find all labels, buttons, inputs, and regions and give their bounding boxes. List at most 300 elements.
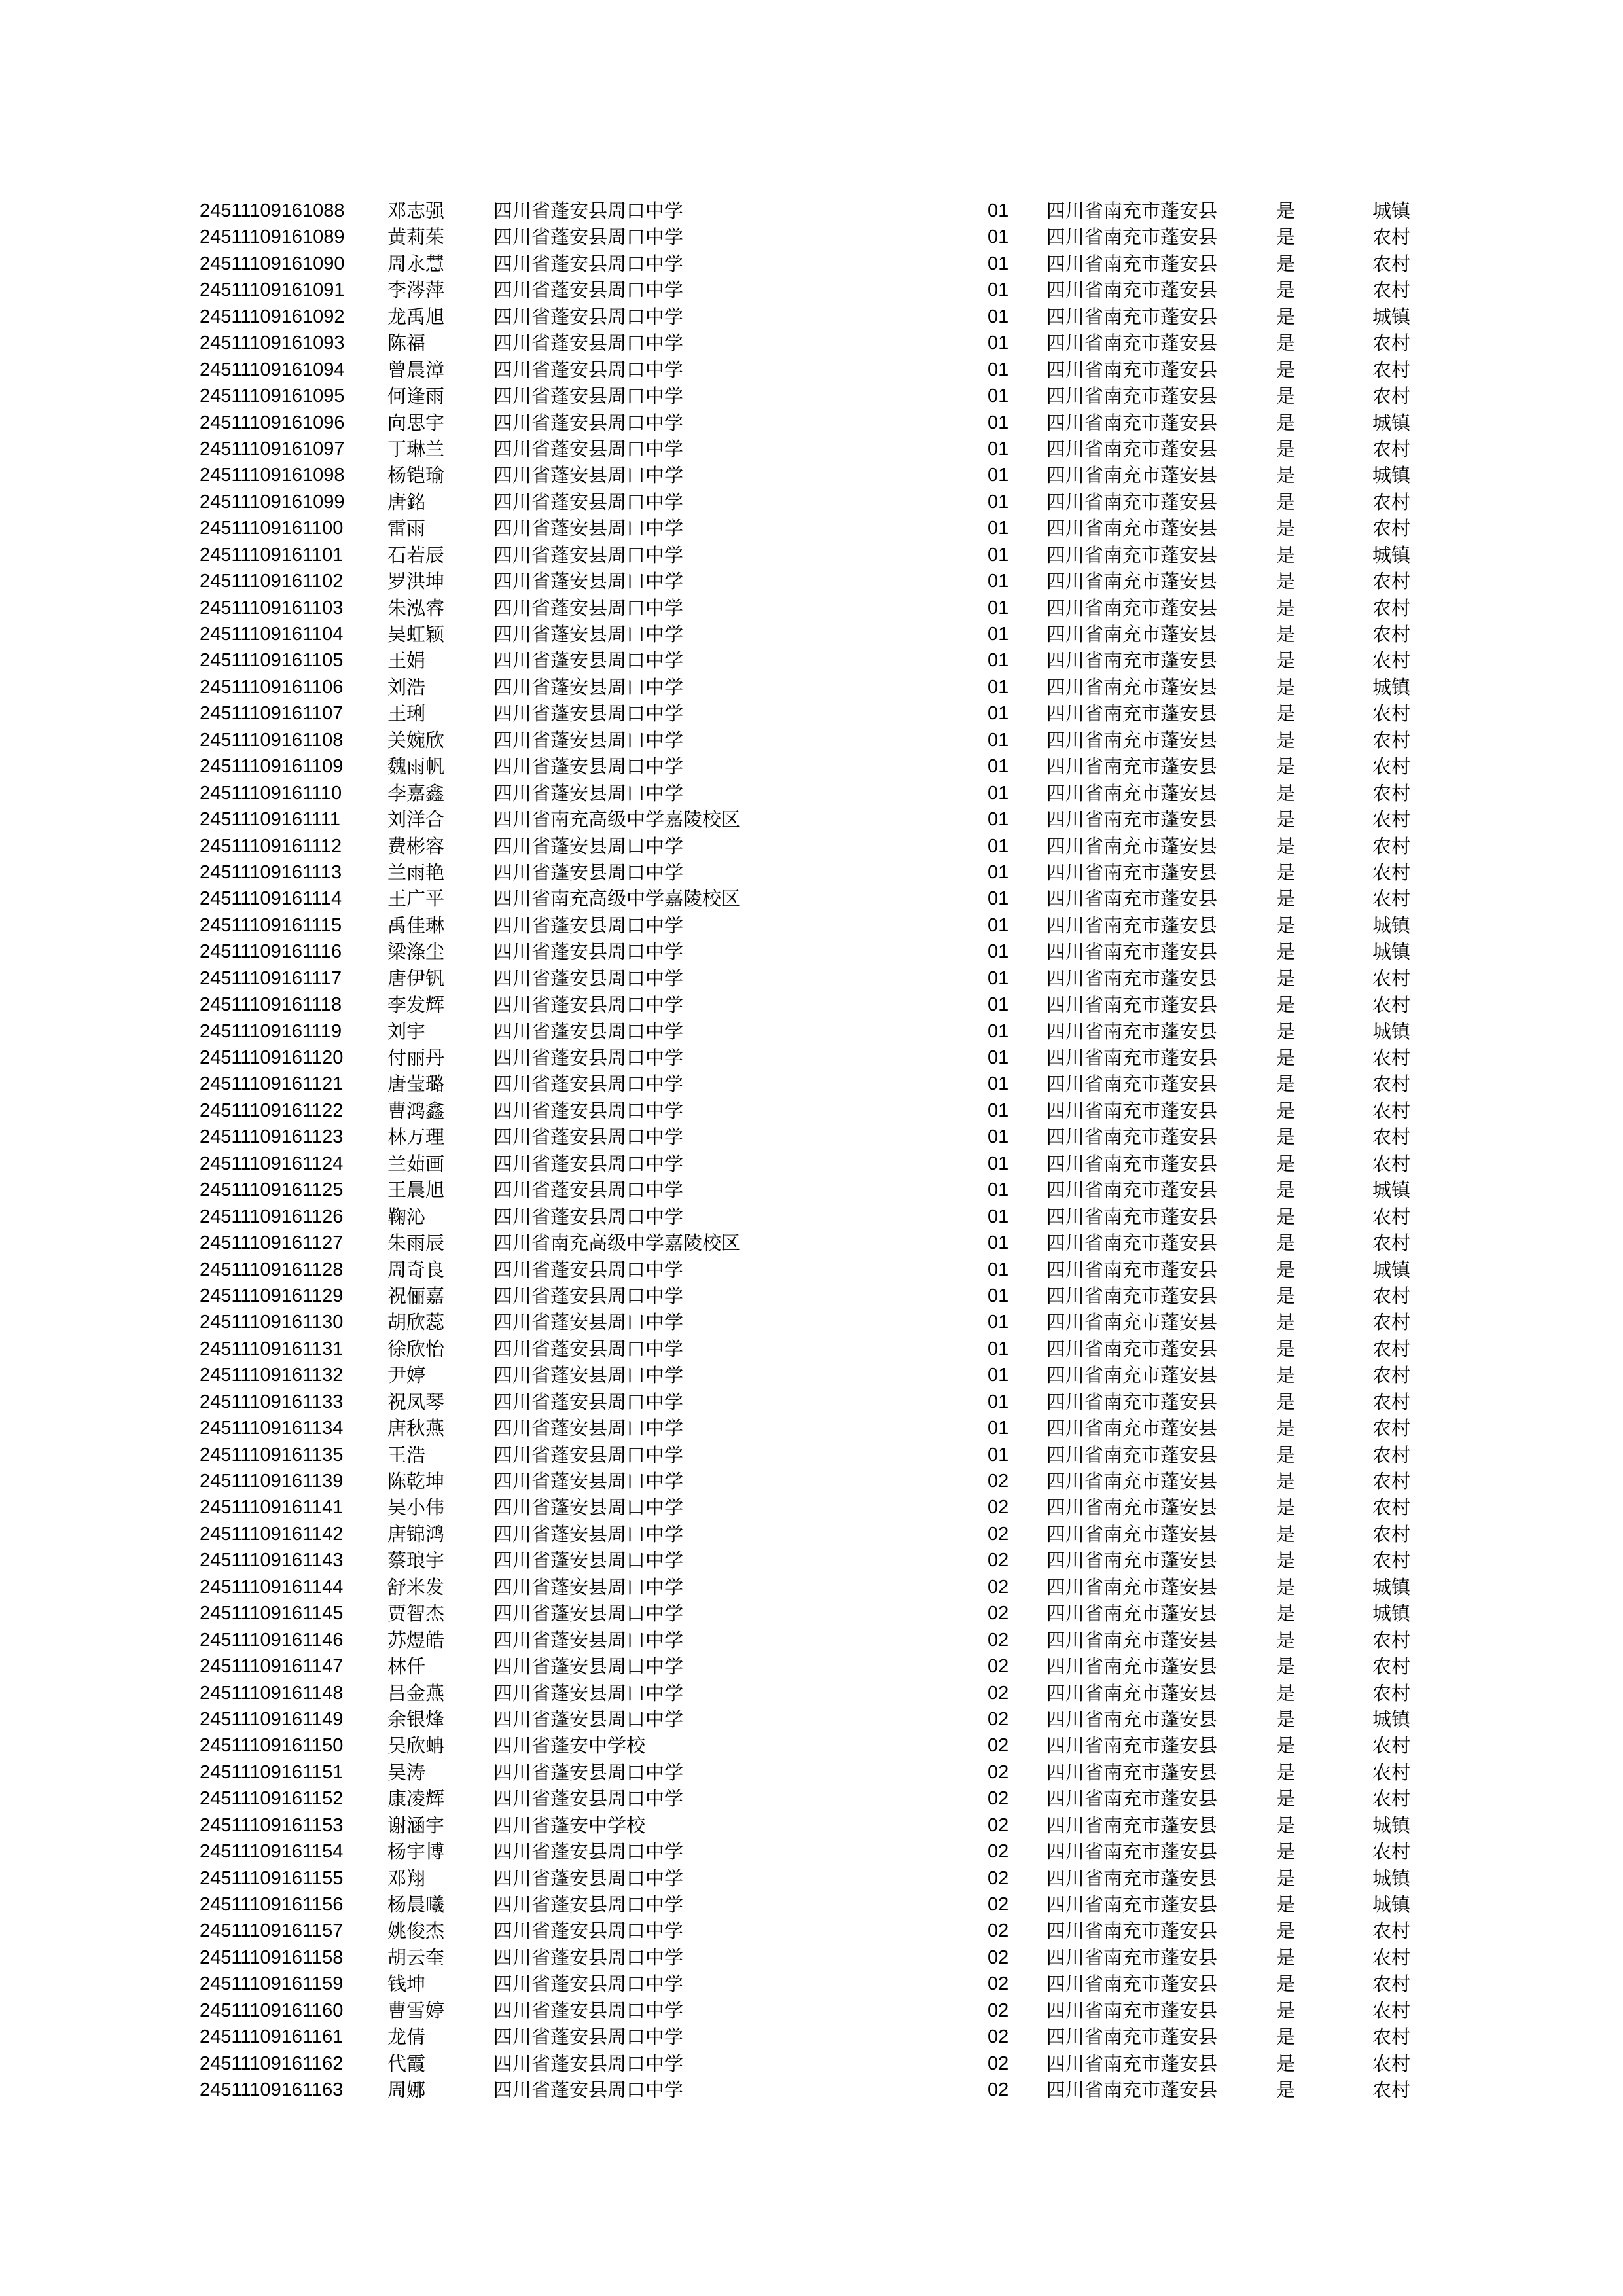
table-row [0, 1600, 1623, 1626]
eligibility-flag: 是 [1276, 1814, 1296, 1837]
region: 四川省南充市蓬安县 [1046, 1470, 1218, 1492]
table-row [0, 806, 1623, 833]
table-row [0, 2077, 1623, 2103]
eligibility-flag: 是 [1276, 1867, 1296, 1890]
eligibility-flag: 是 [1276, 1708, 1296, 1731]
school-name: 四川省蓬安县周口中学 [493, 464, 684, 487]
exam-number: 24511109161124 [200, 1153, 344, 1174]
table-row [0, 357, 1623, 383]
class-code: 02 [988, 1576, 1009, 1598]
exam-number: 24511109161092 [200, 306, 345, 327]
household-type: 农村 [1372, 437, 1411, 460]
eligibility-flag: 是 [1276, 967, 1296, 990]
region: 四川省南充市蓬安县 [1046, 623, 1218, 645]
exam-number: 24511109161141 [200, 1497, 344, 1518]
table-row [0, 674, 1623, 700]
school-name: 四川省蓬安县周口中学 [493, 1602, 684, 1625]
school-name: 四川省蓬安县周口中学 [493, 226, 684, 249]
school-name: 四川省蓬安县周口中学 [493, 1496, 684, 1519]
table-row [0, 1892, 1623, 1918]
region: 四川省南充市蓬安县 [1046, 967, 1218, 990]
school-name: 四川省蓬安县周口中学 [493, 2079, 684, 2102]
household-type: 农村 [1372, 2052, 1411, 2075]
table-row [0, 436, 1623, 462]
region: 四川省南充市蓬安县 [1046, 1390, 1218, 1413]
eligibility-flag: 是 [1276, 1522, 1296, 1545]
table-row [0, 621, 1623, 647]
eligibility-flag: 是 [1276, 1258, 1296, 1281]
student-name: 丁琳兰 [387, 437, 445, 460]
class-code: 01 [988, 676, 1009, 698]
exam-number: 24511109161098 [200, 465, 345, 486]
exam-number: 24511109161089 [200, 226, 345, 248]
class-code: 01 [988, 1047, 1009, 1068]
eligibility-flag: 是 [1276, 1311, 1296, 1334]
school-name: 四川省蓬安县周口中学 [493, 1761, 684, 1784]
student-name: 王娟 [387, 649, 426, 672]
eligibility-flag: 是 [1276, 1893, 1296, 1916]
household-type: 农村 [1372, 1047, 1411, 1069]
class-code: 01 [988, 1153, 1009, 1174]
region: 四川省南充市蓬安县 [1046, 941, 1218, 963]
student-name: 蔡琅宇 [387, 1549, 445, 1572]
student-name: 王浩 [387, 1443, 426, 1466]
region: 四川省南充市蓬安县 [1046, 490, 1218, 513]
school-name: 四川省蓬安县周口中学 [493, 385, 684, 408]
class-code: 01 [988, 835, 1009, 857]
class-code: 01 [988, 253, 1009, 274]
eligibility-flag: 是 [1276, 1126, 1296, 1149]
exam-number: 24511109161147 [200, 1656, 344, 1677]
student-name: 周奇良 [387, 1258, 445, 1281]
table-row [0, 1468, 1623, 1494]
class-code: 01 [988, 226, 1009, 248]
table-row [0, 1045, 1623, 1071]
student-name: 唐銘 [387, 490, 426, 513]
household-type: 农村 [1372, 728, 1411, 751]
household-type: 农村 [1372, 1232, 1411, 1255]
region: 四川省南充市蓬安县 [1046, 358, 1218, 381]
class-code: 02 [988, 1788, 1009, 1810]
school-name: 四川省蓬安县周口中学 [493, 437, 684, 460]
household-type: 农村 [1372, 623, 1411, 645]
exam-number: 24511109161088 [200, 200, 345, 221]
class-code: 01 [988, 703, 1009, 725]
household-type: 农村 [1372, 649, 1411, 672]
exam-number: 24511109161096 [200, 412, 345, 433]
eligibility-flag: 是 [1276, 1443, 1296, 1466]
household-type: 农村 [1372, 888, 1411, 910]
exam-number: 24511109161122 [200, 1100, 344, 1121]
exam-number: 24511109161158 [200, 1946, 344, 1968]
household-type: 农村 [1372, 861, 1411, 884]
school-name: 四川省蓬安县周口中学 [493, 517, 684, 540]
exam-number: 24511109161116 [200, 941, 342, 963]
eligibility-flag: 是 [1276, 1337, 1296, 1360]
household-type: 城镇 [1372, 464, 1411, 487]
exam-number: 24511109161118 [200, 994, 342, 1016]
exam-number: 24511109161154 [200, 1841, 344, 1863]
exam-number: 24511109161101 [200, 544, 344, 565]
class-code: 01 [988, 359, 1009, 380]
table-row [0, 1494, 1623, 1520]
eligibility-flag: 是 [1276, 1628, 1296, 1651]
student-name: 李发辉 [387, 994, 445, 1016]
table-row [0, 1283, 1623, 1309]
eligibility-flag: 是 [1276, 1099, 1296, 1122]
table-row [0, 912, 1623, 939]
school-name: 四川省蓬安县周口中学 [493, 914, 684, 937]
table-row [0, 1442, 1623, 1468]
table-row [0, 1071, 1623, 1097]
student-name: 唐秋燕 [387, 1417, 445, 1440]
class-code: 01 [988, 782, 1009, 804]
region: 四川省南充市蓬安县 [1046, 1099, 1218, 1122]
exam-number: 24511109161093 [200, 332, 345, 354]
student-name: 吴虹颖 [387, 623, 445, 645]
eligibility-flag: 是 [1276, 2052, 1296, 2075]
school-name: 四川省蓬安县周口中学 [493, 1840, 684, 1863]
table-row [0, 1204, 1623, 1230]
school-name: 四川省蓬安中学校 [493, 1814, 646, 1837]
class-code: 02 [988, 1708, 1009, 1730]
household-type: 城镇 [1372, 1575, 1411, 1598]
region: 四川省南充市蓬安县 [1046, 781, 1218, 804]
class-code: 02 [988, 2000, 1009, 2021]
table-row [0, 1732, 1623, 1759]
class-code: 01 [988, 1020, 1009, 1042]
household-type: 农村 [1372, 358, 1411, 381]
household-type: 农村 [1372, 252, 1411, 275]
household-type: 农村 [1372, 1920, 1411, 1943]
eligibility-flag: 是 [1276, 1681, 1296, 1704]
table-row [0, 542, 1623, 568]
table-row [0, 700, 1623, 726]
student-name: 龙倩 [387, 2026, 426, 2049]
exam-number: 24511109161094 [200, 359, 345, 380]
household-type: 农村 [1372, 994, 1411, 1016]
eligibility-flag: 是 [1276, 781, 1296, 804]
region: 四川省南充市蓬安县 [1046, 305, 1218, 328]
school-name: 四川省蓬安县周口中学 [493, 1020, 684, 1043]
eligibility-flag: 是 [1276, 834, 1296, 857]
exam-number: 24511109161156 [200, 1894, 344, 1915]
eligibility-flag: 是 [1276, 1179, 1296, 1202]
region: 四川省南充市蓬安县 [1046, 1047, 1218, 1069]
school-name: 四川省蓬安县周口中学 [493, 200, 684, 222]
exam-number: 24511109161131 [200, 1338, 344, 1359]
exam-number: 24511109161095 [200, 386, 345, 407]
table-row [0, 1018, 1623, 1045]
eligibility-flag: 是 [1276, 252, 1296, 275]
table-row [0, 992, 1623, 1018]
school-name: 四川省蓬安县周口中学 [493, 1549, 684, 1572]
class-code: 01 [988, 1206, 1009, 1227]
eligibility-flag: 是 [1276, 1390, 1296, 1413]
household-type: 农村 [1372, 1522, 1411, 1545]
household-type: 城镇 [1372, 1814, 1411, 1837]
class-code: 02 [988, 1894, 1009, 1915]
table-row [0, 224, 1623, 250]
student-name: 祝俪嘉 [387, 1284, 445, 1307]
class-code: 02 [988, 1973, 1009, 1995]
household-type: 城镇 [1372, 1602, 1411, 1625]
exam-number: 24511109161105 [200, 650, 344, 672]
student-name: 王广平 [387, 888, 445, 910]
household-type: 农村 [1372, 1628, 1411, 1651]
student-name: 禹佳琳 [387, 914, 445, 937]
exam-number: 24511109161108 [200, 729, 344, 751]
region: 四川省南充市蓬安县 [1046, 1020, 1218, 1043]
region: 四川省南充市蓬安县 [1046, 1417, 1218, 1440]
table-row [0, 1759, 1623, 1785]
eligibility-flag: 是 [1276, 279, 1296, 302]
household-type: 农村 [1372, 1099, 1411, 1122]
class-code: 01 [988, 1285, 1009, 1306]
school-name: 四川省蓬安县周口中学 [493, 1575, 684, 1598]
region: 四川省南充市蓬安县 [1046, 728, 1218, 751]
region: 四川省南充市蓬安县 [1046, 808, 1218, 831]
household-type: 城镇 [1372, 543, 1411, 566]
class-code: 01 [988, 438, 1009, 459]
household-type: 农村 [1372, 1284, 1411, 1307]
exam-number: 24511109161123 [200, 1126, 344, 1148]
eligibility-flag: 是 [1276, 941, 1296, 963]
school-name: 四川省蓬安县周口中学 [493, 332, 684, 355]
household-type: 农村 [1372, 1390, 1411, 1413]
class-code: 01 [988, 306, 1009, 327]
exam-number: 24511109161142 [200, 1523, 344, 1545]
region: 四川省南充市蓬安县 [1046, 1761, 1218, 1784]
school-name: 四川省蓬安县周口中学 [493, 1655, 684, 1678]
class-code: 01 [988, 412, 1009, 433]
student-name: 吴欣蚺 [387, 1734, 445, 1757]
class-code: 01 [988, 332, 1009, 354]
student-name: 余银烽 [387, 1708, 445, 1731]
region: 四川省南充市蓬安县 [1046, 252, 1218, 275]
table-row [0, 647, 1623, 673]
school-name: 四川省蓬安县周口中学 [493, 1258, 684, 1281]
class-code: 02 [988, 1471, 1009, 1492]
table-row [0, 1177, 1623, 1203]
student-name: 唐伊钒 [387, 967, 445, 990]
eligibility-flag: 是 [1276, 755, 1296, 778]
eligibility-flag: 是 [1276, 1787, 1296, 1810]
class-code: 02 [988, 2053, 1009, 2074]
exam-number: 24511109161128 [200, 1259, 344, 1280]
school-name: 四川省蓬安县周口中学 [493, 649, 684, 672]
household-type: 农村 [1372, 596, 1411, 619]
school-name: 四川省蓬安县周口中学 [493, 1284, 684, 1307]
table-row [0, 1918, 1623, 1944]
class-code: 01 [988, 1232, 1009, 1254]
table-row [0, 1812, 1623, 1839]
exam-number: 24511109161143 [200, 1550, 344, 1571]
school-name: 四川省蓬安县周口中学 [493, 1311, 684, 1334]
exam-number: 24511109161144 [200, 1576, 344, 1598]
household-type: 城镇 [1372, 1020, 1411, 1043]
eligibility-flag: 是 [1276, 1575, 1296, 1598]
student-name: 曾晨漳 [387, 358, 445, 381]
eligibility-flag: 是 [1276, 2026, 1296, 2049]
class-code: 02 [988, 1814, 1009, 1836]
table-row [0, 462, 1623, 488]
class-code: 01 [988, 914, 1009, 936]
student-name: 关婉欣 [387, 728, 445, 751]
class-code: 02 [988, 2079, 1009, 2101]
school-name: 四川省蓬安县周口中学 [493, 252, 684, 275]
class-code: 01 [988, 279, 1009, 301]
school-name: 四川省蓬安县周口中学 [493, 861, 684, 884]
school-name: 四川省蓬安县周口中学 [493, 623, 684, 645]
class-code: 01 [988, 729, 1009, 751]
eligibility-flag: 是 [1276, 490, 1296, 513]
exam-number: 24511109161151 [200, 1761, 344, 1783]
school-name: 四川省蓬安县周口中学 [493, 1681, 684, 1704]
household-type: 农村 [1372, 385, 1411, 408]
student-name: 康凌辉 [387, 1787, 445, 1810]
class-code: 02 [988, 2026, 1009, 2048]
region: 四川省南充市蓬安县 [1046, 1337, 1218, 1360]
region: 四川省南充市蓬安县 [1046, 1840, 1218, 1863]
eligibility-flag: 是 [1276, 1655, 1296, 1678]
table-row [0, 886, 1623, 912]
school-name: 四川省蓬安县周口中学 [493, 1893, 684, 1916]
table-row [0, 1998, 1623, 2024]
region: 四川省南充市蓬安县 [1046, 1549, 1218, 1572]
household-type: 农村 [1372, 490, 1411, 513]
household-type: 农村 [1372, 1073, 1411, 1096]
school-name: 四川省蓬安县周口中学 [493, 596, 684, 619]
school-name: 四川省蓬安县周口中学 [493, 1179, 684, 1202]
region: 四川省南充市蓬安县 [1046, 1284, 1218, 1307]
region: 四川省南充市蓬安县 [1046, 464, 1218, 487]
roster-table [0, 198, 1623, 2104]
student-name: 石若辰 [387, 543, 445, 566]
class-code: 01 [988, 491, 1009, 512]
eligibility-flag: 是 [1276, 1973, 1296, 1996]
school-name: 四川省蓬安县周口中学 [493, 1999, 684, 2022]
student-name: 邓志强 [387, 200, 445, 222]
region: 四川省南充市蓬安县 [1046, 570, 1218, 593]
exam-number: 24511109161157 [200, 1920, 344, 1942]
exam-number: 24511109161134 [200, 1418, 344, 1439]
household-type: 农村 [1372, 1311, 1411, 1334]
household-type: 城镇 [1372, 914, 1411, 937]
exam-number: 24511109161146 [200, 1629, 344, 1651]
region: 四川省南充市蓬安县 [1046, 1522, 1218, 1545]
eligibility-flag: 是 [1276, 517, 1296, 540]
school-name: 四川省蓬安县周口中学 [493, 358, 684, 381]
eligibility-flag: 是 [1276, 1470, 1296, 1492]
exam-number: 24511109161129 [200, 1285, 344, 1306]
table-row [0, 2024, 1623, 2050]
household-type: 农村 [1372, 570, 1411, 593]
region: 四川省南充市蓬安县 [1046, 755, 1218, 778]
region: 四川省南充市蓬安县 [1046, 1205, 1218, 1228]
household-type: 农村 [1372, 1152, 1411, 1175]
student-name: 贾智杰 [387, 1602, 445, 1625]
eligibility-flag: 是 [1276, 1205, 1296, 1228]
eligibility-flag: 是 [1276, 358, 1296, 381]
student-name: 代霞 [387, 2052, 426, 2075]
region: 四川省南充市蓬安县 [1046, 1946, 1218, 1969]
household-type: 农村 [1372, 1999, 1411, 2022]
school-name: 四川省蓬安县周口中学 [493, 1920, 684, 1943]
school-name: 四川省南充高级中学嘉陵校区 [493, 808, 741, 831]
region: 四川省南充市蓬安县 [1046, 1734, 1218, 1757]
table-row [0, 1785, 1623, 1812]
school-name: 四川省蓬安县周口中学 [493, 1073, 684, 1096]
school-name: 四川省蓬安县周口中学 [493, 994, 684, 1016]
table-row [0, 1257, 1623, 1283]
household-type: 农村 [1372, 332, 1411, 355]
region: 四川省南充市蓬安县 [1046, 1655, 1218, 1678]
class-code: 01 [988, 1391, 1009, 1412]
region: 四川省南充市蓬安县 [1046, 226, 1218, 249]
eligibility-flag: 是 [1276, 994, 1296, 1016]
student-name: 祝凤琴 [387, 1390, 445, 1413]
exam-number: 24511109161097 [200, 438, 345, 459]
exam-number: 24511109161133 [200, 1391, 344, 1412]
region: 四川省南充市蓬安县 [1046, 1126, 1218, 1149]
table-row [0, 489, 1623, 515]
student-name: 梁涤尘 [387, 941, 445, 963]
class-code: 01 [988, 200, 1009, 221]
school-name: 四川省蓬安县周口中学 [493, 1337, 684, 1360]
exam-number: 24511109161099 [200, 491, 345, 512]
student-name: 舒米发 [387, 1575, 445, 1598]
exam-number: 24511109161112 [200, 835, 342, 857]
student-name: 尹婷 [387, 1364, 426, 1387]
eligibility-flag: 是 [1276, 861, 1296, 884]
table-row [0, 1336, 1623, 1362]
household-type: 农村 [1372, 517, 1411, 540]
region: 四川省南充市蓬安县 [1046, 332, 1218, 355]
region: 四川省南充市蓬安县 [1046, 1787, 1218, 1810]
exam-number: 24511109161109 [200, 756, 344, 778]
student-name: 姚俊杰 [387, 1920, 445, 1943]
table-row [0, 330, 1623, 356]
class-code: 01 [988, 941, 1009, 963]
student-name: 鞠沁 [387, 1205, 426, 1228]
household-type: 城镇 [1372, 941, 1411, 963]
exam-number: 24511109161107 [200, 703, 344, 725]
eligibility-flag: 是 [1276, 1152, 1296, 1175]
exam-number: 24511109161149 [200, 1708, 344, 1730]
household-type: 农村 [1372, 1337, 1411, 1360]
school-name: 四川省蓬安县周口中学 [493, 1708, 684, 1731]
school-name: 四川省蓬安县周口中学 [493, 1099, 684, 1122]
exam-number: 24511109161090 [200, 253, 345, 274]
class-code: 02 [988, 1550, 1009, 1571]
region: 四川省南充市蓬安县 [1046, 702, 1218, 725]
student-name: 朱雨辰 [387, 1232, 445, 1255]
eligibility-flag: 是 [1276, 888, 1296, 910]
eligibility-flag: 是 [1276, 305, 1296, 328]
school-name: 四川省蓬安县周口中学 [493, 941, 684, 963]
region: 四川省南充市蓬安县 [1046, 1575, 1218, 1598]
region: 四川省南充市蓬安县 [1046, 596, 1218, 619]
region: 四川省南充市蓬安县 [1046, 1628, 1218, 1651]
exam-number: 24511109161121 [200, 1073, 344, 1095]
exam-number: 24511109161117 [200, 967, 342, 989]
eligibility-flag: 是 [1276, 411, 1296, 434]
school-name: 四川省蓬安县周口中学 [493, 1522, 684, 1545]
exam-number: 24511109161114 [200, 888, 342, 910]
table-row [0, 1230, 1623, 1256]
class-code: 01 [988, 809, 1009, 831]
